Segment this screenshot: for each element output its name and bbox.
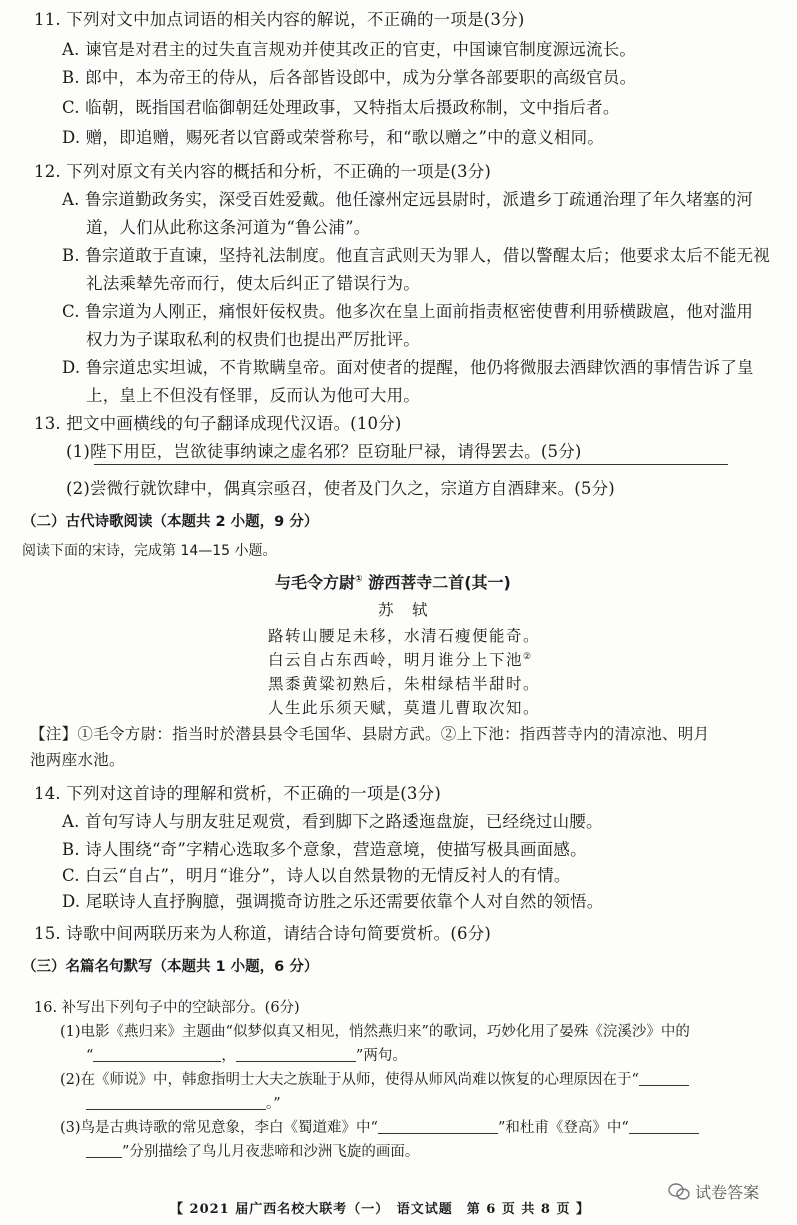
q14-option-a: A. 首句写诗人与朋友驻足观赏，看到脚下之路逶迤盘旋，已经绕过山腰。 xyxy=(62,812,603,831)
answer-line xyxy=(94,464,728,465)
blank-3[interactable] xyxy=(639,1085,689,1086)
q11-option-b: B. 郎中，本为帝王的侍从，后各部皆设郎中，成为分掌各部要职的高级官员。 xyxy=(62,68,637,87)
q12-option-c-line1: C. 鲁宗道为人刚正，痛恨奸佞权贵。他多次在皇上面前指责枢密使曹利用骄横跋扈，他对滥用 xyxy=(62,302,754,321)
poem-note-line2: 池两座水池。 xyxy=(30,751,125,769)
q12-option-a-line1: A. 鲁宗道勤政务实，深受百姓爱戴。他任濠州定远县尉时，派遣乡丁疏通治理了年久堵塞的河 xyxy=(62,190,754,209)
q13-sentence-1: (1)陛下用臣，岂欲徒事纳谏之虚名邪？臣窃耻尸禄，请得罢去。(5分) xyxy=(66,442,582,461)
blank-4[interactable] xyxy=(86,1109,266,1110)
q16-stem: 16. 补写出下列句子中的空缺部分。(6分) xyxy=(34,1000,300,1016)
poem-line-4: 人生此乐须天赋，莫遣儿曹取次知。 xyxy=(268,699,541,717)
section-heading-recitation: （三）名篇名句默写（本题共 1 小题，6 分） xyxy=(22,959,319,975)
q14-option-c: C. 白云“自占”，明月“谁分”，诗人以自然景物的无情反衬人的有情。 xyxy=(62,866,571,885)
blank-5[interactable] xyxy=(378,1133,498,1134)
blank-1[interactable] xyxy=(93,1061,221,1062)
q16-part2-line1: (2)在《师说》中，韩愈指明士大夫之族耻于从师，使得从师风尚难以恢复的心理原因在于“ xyxy=(60,1068,689,1089)
q12-option-c-line2: 权力为子谋取私利的权贵们也提出严厉批评。 xyxy=(86,330,420,349)
q14-stem: 14. 下列对这首诗的理解和赏析，不正确的一项是(3分) xyxy=(34,784,441,803)
q12-option-b-line1: B. 鲁宗道敢于直谏，坚持礼法制度。他直言武则天为罪人，借以警醒太后；他要求太后不能无视 xyxy=(62,246,770,265)
q11-option-a: A. 谏官是对君主的过失直言规劝并使其改正的官吏，中国谏官制度源远流长。 xyxy=(62,40,637,59)
q16-part1-line1: (1)电影《燕归来》主题曲“似梦似真又相见，悄然燕归来”的歌词，巧妙化用了晏殊《浣溪沙》中的 xyxy=(60,1024,690,1040)
q15-stem: 15. 诗歌中间两联历来为人称道，请结合诗句简要赏析。(6分) xyxy=(34,924,492,943)
q11-stem: 11. 下列对文中加点词语的相关内容的解说，不正确的一项是(3分) xyxy=(34,10,525,29)
q11-option-c: C. 临朝，既指国君临御朝廷处理政事，又特指太后摄政称制，文中指后者。 xyxy=(62,98,620,117)
watermark-text: 试卷答案 xyxy=(695,1183,760,1202)
q12-option-d-line2: 上，皇上不但没有怪罪，反而认为他可大用。 xyxy=(86,386,420,405)
q12-stem: 12. 下列对原文有关内容的概括和分析，不正确的一项是(3分) xyxy=(34,162,492,181)
poem-title: 与毛令方尉① 游西菩寺二首(其一) xyxy=(275,573,511,592)
blank-2[interactable] xyxy=(236,1061,356,1062)
q12-option-b-line2: 礼法乘辇先帝而行，使太后纠正了错误行为。 xyxy=(86,274,420,293)
poem-line-3: 黑黍黄粱初熟后，朱柑绿桔半甜时。 xyxy=(268,675,541,693)
q14-option-d: D. 尾联诗人直抒胸臆，强调揽奇访胜之乐还需要依靠个人对自然的领悟。 xyxy=(62,892,604,911)
q16-part3-line2: ”分别描绘了鸟儿月夜悲啼和沙洲飞旋的画面。 xyxy=(86,1140,419,1161)
q16-part3-line1: (3)鸟是古典诗歌的常见意象，李白《蜀道难》中“ ”和杜甫《登高》中“ xyxy=(60,1116,699,1137)
page-footer: 【 2021 届广西名校大联考（一） 语文试题 第 6 页 共 8 页 】 xyxy=(170,1202,590,1217)
q11-option-d: D. 赠，即追赠，赐死者以官爵或荣誉称号，和“歌以赠之”中的意义相同。 xyxy=(62,128,605,147)
q12-option-d-line1: D. 鲁宗道忠实坦诚，不肯欺瞒皇帝。面对使者的提醒，他仍将微服去酒肆饮酒的事情告诉了皇 xyxy=(62,358,754,377)
blank-7[interactable] xyxy=(86,1157,122,1158)
q16-part2-line2: 。” xyxy=(86,1092,281,1113)
q13-sentence-2: (2)尝微行就饮肆中，偶真宗亟召，使者及门久之，宗道方自酒肆来。(5分) xyxy=(66,479,615,498)
section-intro: 阅读下面的宋诗，完成第 14—15 小题。 xyxy=(22,543,277,559)
poem-line-1: 路转山腰足未移，水清石瘦便能奇。 xyxy=(268,627,541,645)
q16-part1-line2: “ ， ”两句。 xyxy=(86,1048,407,1064)
poem-author: 苏 轼 xyxy=(378,601,430,619)
q13-stem: 13. 把文中画横线的句子翻译成现代汉语。(10分) xyxy=(34,414,402,433)
poem-note-line1: 【注】①毛令方尉：指当时於潜县县令毛国华、县尉方武。②上下池：指西菩寺内的清凉池、明月 xyxy=(30,725,710,743)
q12-option-a-line2: 道，人们从此称这条河道为“鲁公浦”。 xyxy=(86,218,371,237)
watermark xyxy=(668,1180,759,1205)
section-heading-poetry: （二）古代诗歌阅读（本题共 2 小题，9 分） xyxy=(22,514,319,530)
chat-bubble-icon xyxy=(668,1183,690,1205)
q14-option-b: B. 诗人围绕“奇”字精心选取多个意象，营造意境，使描写极具画面感。 xyxy=(62,840,587,859)
poem-line-2: 白云自占东西岭，明月谁分上下池② xyxy=(268,651,533,669)
blank-6[interactable] xyxy=(629,1133,699,1134)
